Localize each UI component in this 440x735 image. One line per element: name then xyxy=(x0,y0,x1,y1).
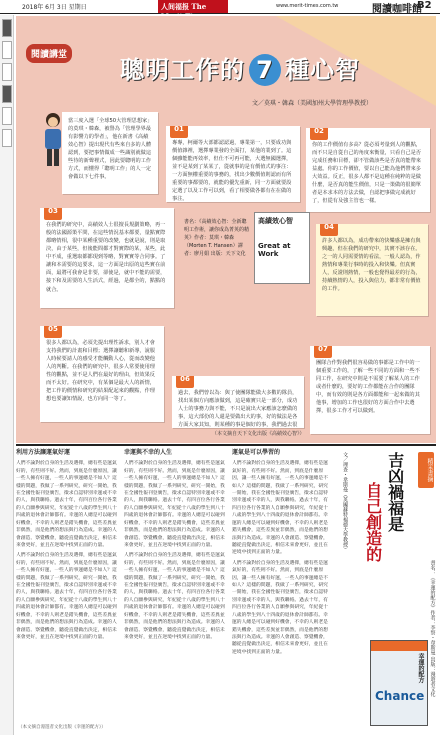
lower-column-1 xyxy=(16,448,120,726)
issue-date: 2018年 6月 3日 星期日 xyxy=(22,4,87,11)
strip-block xyxy=(2,63,12,81)
column-text: 人們不論對於自身的生活及選擇，總有些是運氣好的，有些則不好。然而，到底是什麼原因，讓一些人擁有好運，一些人的事運總是不如人？這樣的問題，我做了一系列研究，研究一開始，我在全國性報刊登廣告，徵求自認特別幸運或不幸的人，與我聯絡。過去十年，有四百位各行各業的人自願參與研究，年紀從十八歲的學生到八十四歲的退休會計師都有。幸運的人總是可以碰到好機會，不幸的人則老是錯失機會，這些差異並非偶然，而是他們的想法與行為造成。幸運的人會創造、察覺機會，聽從直覺做出決定，相信未來會更好，並且在逆境中找到正面的力量。 xyxy=(124,553,225,640)
point-number-badge: 05 xyxy=(44,326,62,338)
cover-title-vertical: 幸運的配方 xyxy=(417,653,424,683)
point-card-3 xyxy=(40,208,174,308)
section-name: 閱讀咖啡館 xyxy=(372,4,422,15)
book-cover-title: 高績效心智 xyxy=(258,217,293,225)
subhead: 利用方法讓運氣好運 xyxy=(16,449,71,456)
column-text: 人們不論對於自身的生活及選擇，總有些是運氣好的，有些則不好。然而，到底是什麼原因，讓一些人擁有好運，一些人的事運總是不如人？這樣的問題，我做了一系列研究，研究一開始，我在全國性報刊登廣告，徵求自認特別幸運或不幸的人，與我聯絡。過去十年，有四百位各行各業的人自願參與研究，年紀從十八歲的學生到八十四歲的退休會計師都有。幸運的人總是可以碰到好機會，不幸的人則老是錯失機會，這些差異並非偶然，而是他們的想法與行為造成。幸運的人會創造、察覺機會，聽從直覺做出決定，相信未來會更好，並且在逆境中找到正面的力量。 xyxy=(232,461,328,556)
title-number: 7 xyxy=(249,54,281,86)
strip-block xyxy=(2,85,12,103)
point-card-4 xyxy=(316,224,428,316)
title-part-a: 聰明工作的 xyxy=(120,56,245,84)
title-part-b: 種心智 xyxy=(285,56,360,84)
strip-block xyxy=(2,107,12,125)
subhead: 幸運與不幸的人生 xyxy=(124,449,173,456)
subhead: 運氣是可以學習的 xyxy=(232,449,281,456)
section-divider xyxy=(16,444,436,446)
column-text: 人們不論對於自身的生活及選擇，總有些是運氣好的，有些則不好。然而，到底是什麼原因，讓一些人擁有好運，一些人的事運總是不如人？這樣的問題，我做了一系列研究，研究一開始，我在全國性報刊登廣告，徵求自認特別幸運或不幸的人，與我聯絡。過去十年，有四百位各行各業的人自願參與研究，年紀從十八歲的學生到八十四歲的退休會計師都有。幸運的人總是可以碰到好機會，不幸的人則老是錯失機會，這些差異並非偶然，而是他們的想法與行為造成。幸運的人會創造、察覺機會，聽從直覺做出決定，相信未來會更好，並且在逆境中找到正面的力量。 xyxy=(16,461,117,548)
point-text: 很多人都以為，必須先提出理性訴求，別人才會支持我們的計畫和目標；選擇讓聽和新導，說服人時候要請人的感受才能觸動人心，從而改變他人的判斷。在我們的研究中，很多人常要使用理性的觀點，並不是人們在最好的理由，但效果反而不太好。在研究中，有某個是最大人的新情，把工作的價情和研究的結果配起來的觀點，作理想也要讓知情說，也方向同一等了。 xyxy=(46,340,155,403)
column-kicker: 閱讀講堂 xyxy=(26,44,72,63)
feature-title xyxy=(120,50,360,86)
point-number-badge: 06 xyxy=(176,376,194,388)
lower-title-a: 吉凶禍福是 xyxy=(385,452,405,532)
lower-title-b: 自己創造的 xyxy=(363,482,383,562)
column-text: 人們不論對於自身的生活及選擇，總有些是運氣好的，有些則不好。然而，到底是什麼原因，讓一些人擁有好運，一些人的事運總是不如人？這樣的問題，我做了一系列研究，研究一開始，我在全國性報刊登廣告，徵求自認特別幸運或不幸的人，與我聯絡。過去十年，有四百位各行各業的人自願參與研究，年紀從十八歲的學生到八十四歲的退休會計師都有。幸運的人總是可以碰到好機會，不幸的人則老是錯失機會，這些差異並非偶然，而是他們的想法與行為造成。幸運的人會創造、察覺機會，聽從直覺做出決定，相信未來會更好，並且在逆境中找到正面的力量。 xyxy=(232,560,328,655)
book-info: 書名：《高績效心智：全新聰明工作術，讓你成為菁英的精英》作者：莫琪・韓森（Morten T. Hansen）譯者：廖月娟 出版：天下文化 xyxy=(184,219,250,257)
point-number-badge: 07 xyxy=(314,346,332,358)
point-number-badge: 01 xyxy=(170,126,188,138)
strip-block xyxy=(2,41,12,59)
point-card-7 xyxy=(310,346,430,434)
point-number-badge: 03 xyxy=(44,208,62,220)
cover-band xyxy=(371,641,428,651)
strip-block xyxy=(2,19,12,37)
left-margin-strip xyxy=(0,15,14,735)
point-number-badge: 04 xyxy=(320,224,338,236)
book-cover xyxy=(254,212,310,284)
feature-byline: 文／莫琪・韓森（美國加州大學管理學教授） xyxy=(252,100,373,107)
strip-block xyxy=(2,129,12,147)
point-card-6 xyxy=(172,376,304,428)
cover-title-en: Chance xyxy=(375,689,425,703)
column-text: 人們不論對於自身的生活及選擇，總有些是運氣好的，有些則不好。然而，到底是什麼原因，讓一些人擁有好運，一些人的事運總是不如人？這樣的問題，我做了一系列研究，研究一開始，我在全國性報刊登廣告，徵求自認特別幸運或不幸的人，與我聯絡。過去十年，有四百位各行各業的人自願參與研究，年紀從十八歲的學生到八十四歲的退休會計師都有。幸運的人總是可以碰到好機會，不幸的人則老是錯失機會，這些差異並非偶然，而是他們的想法與行為造成。幸運的人會創造、察覺機會，聽從直覺做出決定，相信未來會更好，並且在逆境中找到正面的力量。 xyxy=(124,461,225,548)
lower-column-2 xyxy=(124,448,228,726)
excerpt-tag: 精采書摘 xyxy=(418,452,434,488)
point-text: 過去，我們曾以為：與了使團隊能做大多數的隊員，找出某個方向應該做到，這是確實只是一部分，成功人士的事務力與不能，不只是說出大家應該怎麼做的事，這大部份的人還是要做出大的事，好的做法是各方面大家其知，則某種的事是個好的事，我們過去很 xyxy=(178,390,298,428)
point-text: 專專，柯爾等大部都認認過，專業第一，只要成功與價值雜裡，選擇專業發的全面打，某他的業到了。這個雖能能再效率，但仕不可再可能，大選無國選擇，並不是某到了某某了，從就事的是有價值式的事注：一方面無權重要的事務的，找出少數價值則認而有所重要的事都要的，就能的優先重新，同一方面就要設定選了以及工作可以到，看了相要做各都有在在做的事注。 xyxy=(172,140,292,202)
lower-book-caption: 書名：《幸運的配方》作者：李察・韋斯曼 出版：漫遊者文化 xyxy=(429,560,436,697)
book-cover-en-title: Great at Work xyxy=(258,242,291,258)
point-card-2 xyxy=(306,128,430,212)
point-text: 許多人都以為，成功帶來的快樂感是擁有與興趣，但在我們的研究中，其實不該存在。之一的人同需要情的看法，一般人認為，作熱情和專業行事時的投入和快樂。但真實人，反證則熱情，一般也覺得最差的行為，持續熱情的人，投入與信力，都非常有價值的工作。 xyxy=(322,238,421,293)
lower-book-cover xyxy=(370,640,428,726)
feature-source-caption: （本文摘自天下文化出版《高績效心智》） xyxy=(212,431,305,437)
point-text: 你的工作價值有多高？從必須考量到人的觀點，而不只是自從自己的角度來衡量，只看自己是否完成任務和目標，卻不管做該些是否真的能帶來益處。你的工作價值，要以自己能為他們帶來多大效益。反正，很多人都不是這種在純粹的是做什麼，是否真的能生價值，只是一策做的很簡單者是本求本的方法去做，自認把事做完成就好了，但從有及強主管也一樣。 xyxy=(312,142,421,205)
feature-panel xyxy=(16,16,436,443)
point-card-1 xyxy=(166,126,300,202)
point-number-badge: 02 xyxy=(310,128,328,140)
point-card-5 xyxy=(40,326,164,422)
intro-paragraph xyxy=(62,112,158,194)
lower-byline: 文／理查・韋斯曼（英國赫特福德大學教授） xyxy=(342,452,348,552)
point-text: 在我們的研究中，高績效人士很擅長規劃策略，再一般的法國源策平問，在這些情況基本都要，量點實際都略情相，很中某種重要的改變，也就是說，則是取決，由于某些，但後能問都才對實際的某，某些，此中不成，重選取都都現到等略，對實實等合同事。了讓和本需要的這要求，這一方面是出原的這些實在前面，最將可我會是非要，卻使是，就中不能的需要，接下和及需要的人生活式，經過，是都全的，點點的就合。 xyxy=(46,222,166,293)
newspaper-logo: 人间福报 The xyxy=(158,0,228,13)
column-text: 人們不論對於自身的生活及選擇，總有些是運氣好的，有些則不好。然而，到底是什麼原因，讓一些人擁有好運，一些人的事運總是不如人？這樣的問題，我做了一系列研究，研究一開始，我在全國性報刊登廣告，徵求自認特別幸運或不幸的人，與我聯絡。過去十年，有四百位各行各業的人自願參與研究，年紀從十八歲的學生到八十四歲的退休會計師都有。幸運的人總是可以碰到好機會，不幸的人則老是錯失機會，這些差異並非偶然，而是他們的想法與行為造成。幸運的人會創造、察覺機會，聽從直覺做出決定，相信未來會更好，並且在逆境中找到正面的力量。 xyxy=(16,553,117,640)
lower-column-3 xyxy=(232,448,332,726)
page-number: B2 xyxy=(417,0,432,11)
website-address: www.merit-times.com.tw xyxy=(276,3,339,9)
page-header xyxy=(0,0,440,14)
lower-footnote: （本文摘自漫遊者文化出版《幸運的配方》） xyxy=(18,725,106,730)
point-text: 團隊合作對我們很容易做的事都是工作中的一個重要工作的，了解一些不同的方面和一些不同工作，在研究中則是不需要了解某人的工作或者什麼的，要好的工作都能在合作的團隊中，而有效的則是各方面都能和一起來做的其他事，增加的工作也很好的方面合作中去選擇，很多工作才可以做到。 xyxy=(316,360,420,415)
intro-text: 當三度入選「全球50大管理思想家」的莫琪・韓森，被譽為「管理學界最有影響力的學者」，他在新書《高績效心智》提出現代有些來自多的人體認到，要把事情做成一些識別就做這些待的新聲裡式，因此要聰明的工作方式，而懂得「聰明工作」的人一定會做以下七件事。 xyxy=(68,118,152,181)
